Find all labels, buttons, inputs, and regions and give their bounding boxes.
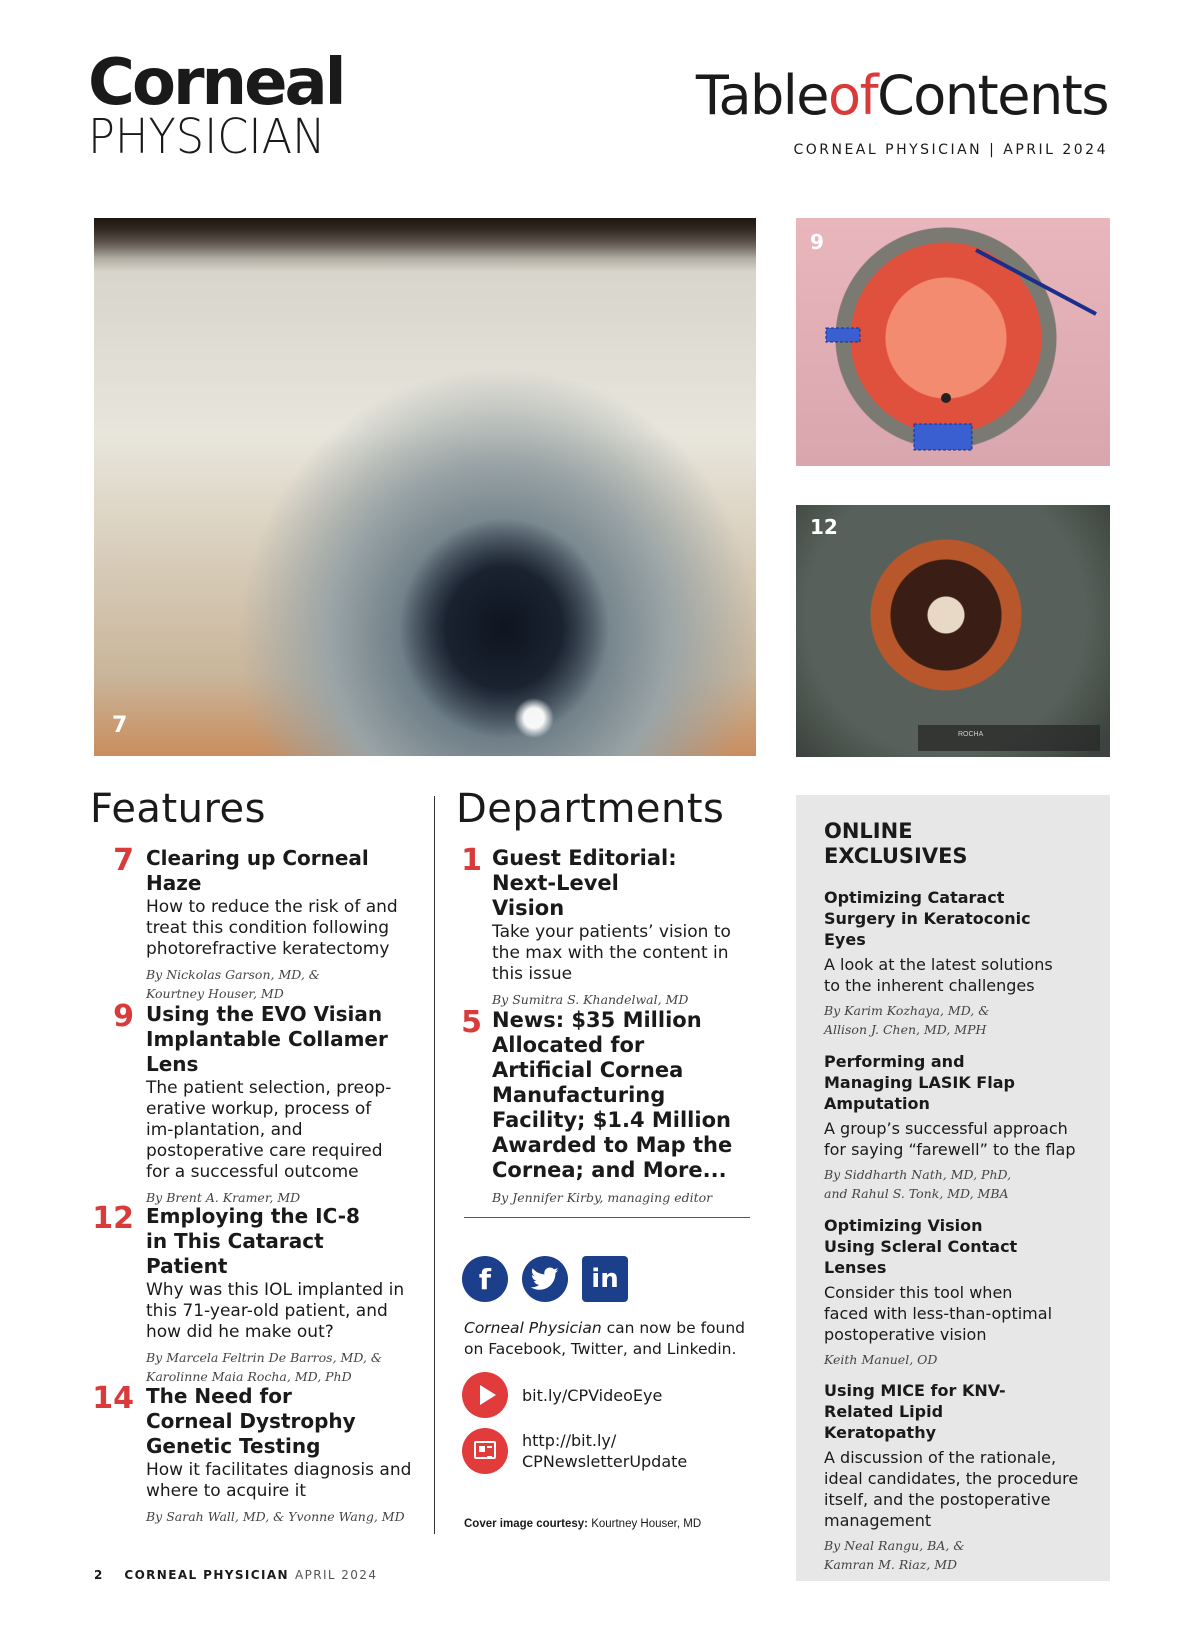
features-heading: Features [90,786,266,832]
logo-top-text: Corneal [88,46,344,120]
video-link-row[interactable] [462,1372,662,1418]
online-exclusive-description: A look at the latest solutions to the inherent challenges [824,955,1053,995]
credit-label: Cover image courtesy: [464,1518,588,1530]
online-exclusive-title[interactable]: Performing and Managing LASIK Flap Amputation [824,1052,1015,1113]
feature-page-number: 9 [113,999,134,1034]
feature-item[interactable] [113,999,418,1207]
cover-eye-image [94,218,756,756]
twitter-icon[interactable] [522,1256,568,1302]
feature-description: The patient selection, preop-erative workup, process of im-plantation, and postoperative care required for a successful outcome [146,1078,392,1182]
page-footer [94,1568,377,1582]
departments-heading: Departments [456,786,725,832]
feature-byline: By Marcela Feltrin De Barros, MD, & Karolinne Maia Rocha, MD, PhD [146,1350,382,1384]
online-exclusive-title[interactable]: Optimizing Cataract Surgery in Keratoconic Eyes [824,888,1031,949]
video-link[interactable]: bit.ly/CPVideoEye [522,1385,663,1405]
footer-date: APRIL 2024 [295,1568,378,1582]
feature-byline: By Sarah Wall, MD, & Yvonne Wang, MD [146,1509,405,1524]
online-exclusive-title[interactable]: Optimizing Vision Using Scleral Contact Lenses [824,1216,1018,1277]
title-part-table: Table [695,64,829,127]
online-exclusive-description: A discussion of the rationale, ideal candidates, the procedure itself, and the postoperative management [824,1448,1079,1530]
social-note [464,1318,754,1360]
title-part-of: of [828,64,878,127]
newsletter-link-line1[interactable]: http://bit.ly/ [522,1431,617,1450]
department-title[interactable]: Guest Editorial: Next-Level Vision [492,846,677,920]
logo-bottom-text: PHYSICIAN [88,109,326,165]
footer-page-number: 2 [94,1568,103,1582]
icl-surgery-image [796,218,1110,466]
column-divider [434,796,435,1534]
feature-title[interactable]: Employing the IC-8 in This Cataract Patient [146,1204,360,1278]
online-exclusive-item[interactable] [824,887,1094,1039]
surgical-instrument-graphic [796,218,1110,466]
cover-credit [464,1518,701,1530]
online-exclusive-item[interactable] [824,1380,1094,1574]
eyelash-shade [94,218,756,258]
department-description: Take your patients’ vision to the max with the content in this issue [492,922,731,984]
image-page-number: 7 [112,713,128,738]
image-page-number: 12 [810,515,838,539]
feature-page-number: 12 [92,1201,134,1236]
online-exclusive-title[interactable]: Using MICE for KNV-Related Lipid Keratopathy [824,1381,1006,1442]
department-item[interactable] [461,1005,748,1207]
twitter-bird-icon [531,1267,559,1291]
credit-name: Kourtney Houser, MD [588,1518,702,1530]
feature-title[interactable]: Clearing up Corneal Haze [146,846,369,895]
feature-title[interactable]: Using the EVO Visian Implantable Collamer Lens [146,1002,388,1076]
department-item[interactable] [461,843,748,1009]
feature-item[interactable] [92,1201,418,1386]
magazine-logo [88,46,368,165]
social-icons [462,1256,628,1302]
play-icon [462,1372,508,1418]
feature-byline: By Brent A. Kramer, MD [146,1190,301,1205]
feature-item[interactable] [113,843,418,1003]
page-title [696,64,1108,127]
online-exclusive-item[interactable] [824,1215,1094,1369]
title-part-contents: Contents [877,64,1108,127]
feature-description: How it facilitates diagnosis and where to acquire it [146,1460,412,1501]
online-exclusives-panel [796,795,1110,1581]
ic8-lens-image [796,505,1110,757]
newsletter-icon [462,1428,508,1474]
facebook-icon[interactable]: f [462,1256,508,1302]
online-exclusive-byline: By Siddharth Nath, MD, PhD, and Rahul S. Tonk, MD, MBA [824,1167,1012,1201]
online-exclusive-description: A group’s successful approach for saying “farewell” to the flap [824,1119,1076,1159]
newsletter-link-row[interactable] [462,1428,687,1474]
online-heading-line1: ONLINE [824,819,913,843]
footer-magazine: CORNEAL PHYSICIAN [124,1568,289,1582]
feature-page-number: 7 [113,843,134,878]
department-byline: By Sumitra S. Khandelwal, MD [492,992,689,1007]
issue-subtitle: CORNEAL PHYSICIAN | APRIL 2024 [793,142,1108,158]
department-byline: By Jennifer Kirby, managing editor [492,1190,713,1205]
online-exclusive-byline: By Neal Rangu, BA, & Kamran M. Riaz, MD [824,1538,965,1572]
newsletter-link-line2[interactable]: CPNewsletterUpdate [522,1452,688,1471]
feature-description: How to reduce the risk of and treat this condition following photorefractive keratectomy [146,897,398,959]
feature-item[interactable] [92,1381,418,1526]
newsletter-link[interactable] [522,1430,687,1472]
feature-description: Why was this IOL implanted in this 71-year-old patient, and how did he make out? [146,1280,405,1342]
department-title[interactable]: News: $35 Million Allocated for Artificial Cornea Manufacturing Facility; $1.4 Million Awarded to Map the Cornea; and More... [492,1008,733,1182]
department-divider [464,1217,750,1218]
department-page-number: 1 [461,843,482,878]
linkedin-icon[interactable]: in [582,1256,628,1302]
social-note-text: can now be found on Facebook, Twitter, and Linkedin. [464,1319,745,1358]
online-exclusive-description: Consider this tool when faced with less-than-optimal postoperative vision [824,1283,1053,1344]
online-heading-line2: EXCLUSIVES [824,844,968,868]
online-exclusive-byline: By Karim Kozhaya, MD, & Allison J. Chen, MD, MPH [824,1003,990,1037]
online-exclusives-heading [824,819,968,869]
online-exclusive-item[interactable] [824,1051,1094,1203]
feature-title[interactable]: The Need for Corneal Dystrophy Genetic Testing [146,1384,356,1458]
feature-byline: By Nickolas Garson, MD, & Kourtney Houser, MD [146,967,320,1001]
department-page-number: 5 [461,1005,482,1040]
image-caption-bar: ROCHA [918,725,1100,751]
feature-page-number: 14 [92,1381,134,1416]
online-exclusive-byline: Keith Manuel, OD [824,1352,938,1367]
image-page-number: 9 [810,230,824,254]
social-note-magazine: Corneal Physician [464,1319,602,1337]
